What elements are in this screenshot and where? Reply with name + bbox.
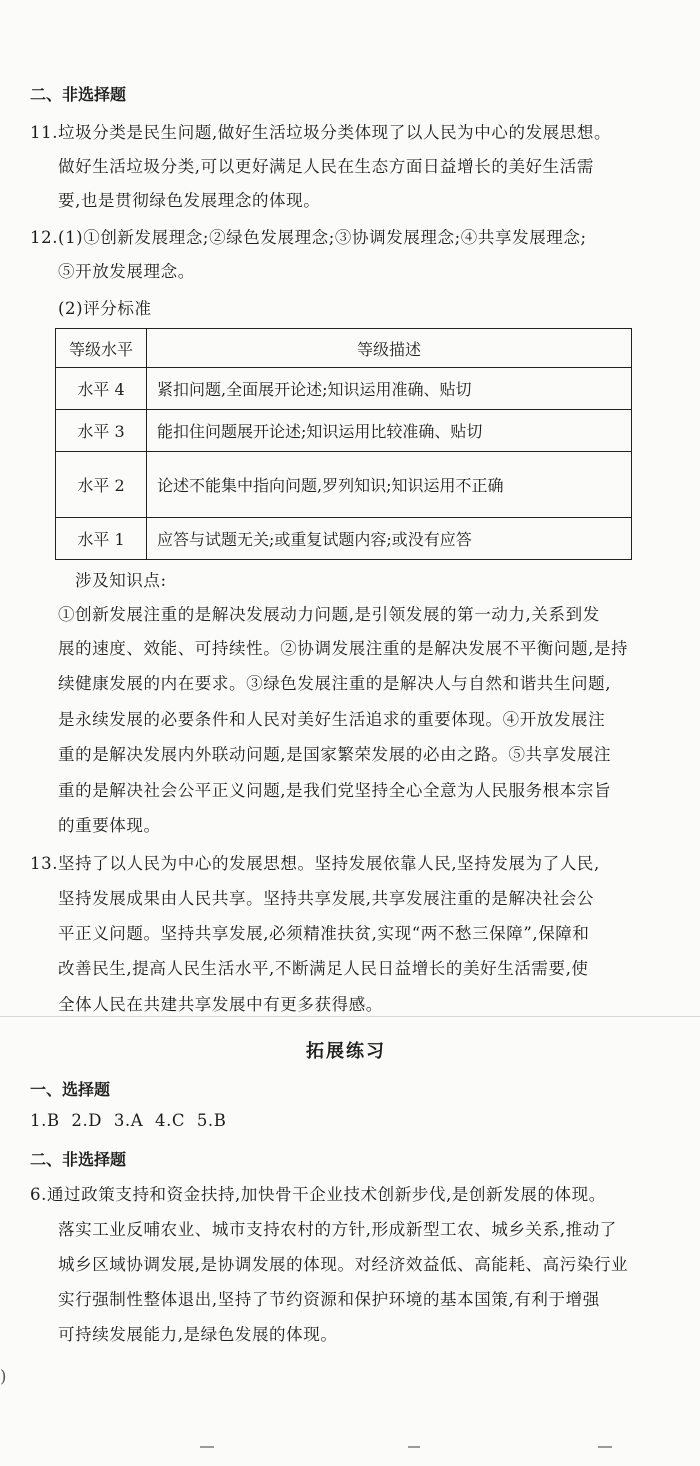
q11-line-2: 做好生活垃圾分类,可以更好满足人民在生态方面日益增长的美好生活需 <box>58 157 594 176</box>
row-level: 水平 1 <box>56 518 147 560</box>
q6-line-1: 6.通过政策支持和资金扶持,加快骨干企业技术创新步伐,是创新发展的体现。 <box>30 1185 606 1204</box>
q12-line-2: ⑤开放发展理念。 <box>58 262 195 281</box>
q6-line-3: 城乡区域协调发展,是协调发展的体现。对经济效益低、高能耗、高污染行业 <box>58 1255 629 1274</box>
knowledge-line-5: 重的是解决发展内外联动问题,是国家繁荣发展的必由之路。⑤共享发展注 <box>58 745 612 764</box>
nonchoice-heading: 二、非选择题 <box>30 85 127 104</box>
table-row <box>56 368 632 410</box>
knowledge-line-1: ①创新发展注重的是解决发展动力问题,是引领发展的第一动力,关系到发 <box>58 605 600 624</box>
header-description: 等级描述 <box>147 329 632 368</box>
q6-line-4: 实行强制性整体退出,坚持了节约资源和保护环境的基本国策,有利于增强 <box>58 1290 600 1309</box>
scan-mark <box>598 1446 612 1448</box>
q12-scoring-label: (2)评分标准 <box>58 299 152 318</box>
choice-answers: 1.B 2.D 3.A 4.C 5.B <box>30 1111 227 1130</box>
q13-line-2: 坚持发展成果由人民共享。坚持共享发展,共享发展注重的是解决社会公 <box>58 889 594 908</box>
knowledge-line-4: 是永续发展的必要条件和人民对美好生活追求的重要体现。④开放发展注 <box>58 710 606 729</box>
row-description: 紧扣问题,全面展开论述;知识运用准确、贴切 <box>147 368 632 410</box>
header-level: 等级水平 <box>56 329 147 368</box>
section-divider <box>0 1016 700 1017</box>
row-level: 水平 2 <box>56 452 147 518</box>
extension-nonchoice-heading: 二、非选择题 <box>30 1150 127 1169</box>
knowledge-label: 涉及知识点: <box>75 571 167 590</box>
q12-line-1: 12.(1)①创新发展理念;②绿色发展理念;③协调发展理念;④共享发展理念; <box>30 228 587 247</box>
knowledge-line-6: 重的是解决社会公平正义问题,是我们党坚持全心全意为人民服务根本宗旨 <box>58 781 612 800</box>
knowledge-line-3: 续健康发展的内在要求。③绿色发展注重的是解决人与自然和谐共生问题, <box>58 674 612 693</box>
q13-line-1: 13.坚持了以人民为中心的发展思想。坚持发展依靠人民,坚持发展为了人民, <box>30 854 600 873</box>
q13-line-4: 改善民生,提高人民生活水平,不断满足人民日益增长的美好生活需要,使 <box>58 959 589 978</box>
scan-mark <box>200 1446 214 1448</box>
table-row <box>56 518 632 560</box>
q6-line-5: 可持续发展能力,是绿色发展的体现。 <box>58 1325 338 1344</box>
row-level: 水平 4 <box>56 368 147 410</box>
q11-line-1: 11.垃圾分类是民生问题,做好生活垃圾分类体现了以人民为中心的发展思想。 <box>30 123 612 142</box>
table-row <box>56 410 632 452</box>
q13-line-5: 全体人民在共建共享发展中有更多获得感。 <box>58 995 383 1014</box>
extension-title: 拓展练习 <box>306 1041 386 1062</box>
table-row <box>56 452 632 518</box>
choice-heading: 一、选择题 <box>30 1080 111 1099</box>
row-description: 论述不能集中指向问题,罗列知识;知识运用不正确 <box>147 452 632 518</box>
grading-table <box>55 328 632 560</box>
knowledge-line-2: 展的速度、效能、可持续性。②协调发展注重的是解决发展不平衡问题,是持 <box>58 639 629 658</box>
edge-mark: ) <box>0 1367 8 1386</box>
q11-line-3: 要,也是贯彻绿色发展理念的体现。 <box>58 191 321 210</box>
scan-mark <box>408 1446 420 1448</box>
q13-line-3: 平正义问题。坚持共享发展,必须精准扶贫,实现“两不愁三保障”,保障和 <box>58 924 590 943</box>
row-level: 水平 3 <box>56 410 147 452</box>
q6-line-2: 落实工业反哺农业、城市支持农村的方针,形成新型工农、城乡关系,推动了 <box>58 1220 617 1239</box>
grading-table-header <box>56 329 632 368</box>
knowledge-line-7: 的重要体现。 <box>58 816 161 835</box>
row-description: 应答与试题无关;或重复试题内容;或没有应答 <box>147 518 632 560</box>
row-description: 能扣住问题展开论述;知识运用比较准确、贴切 <box>147 410 632 452</box>
